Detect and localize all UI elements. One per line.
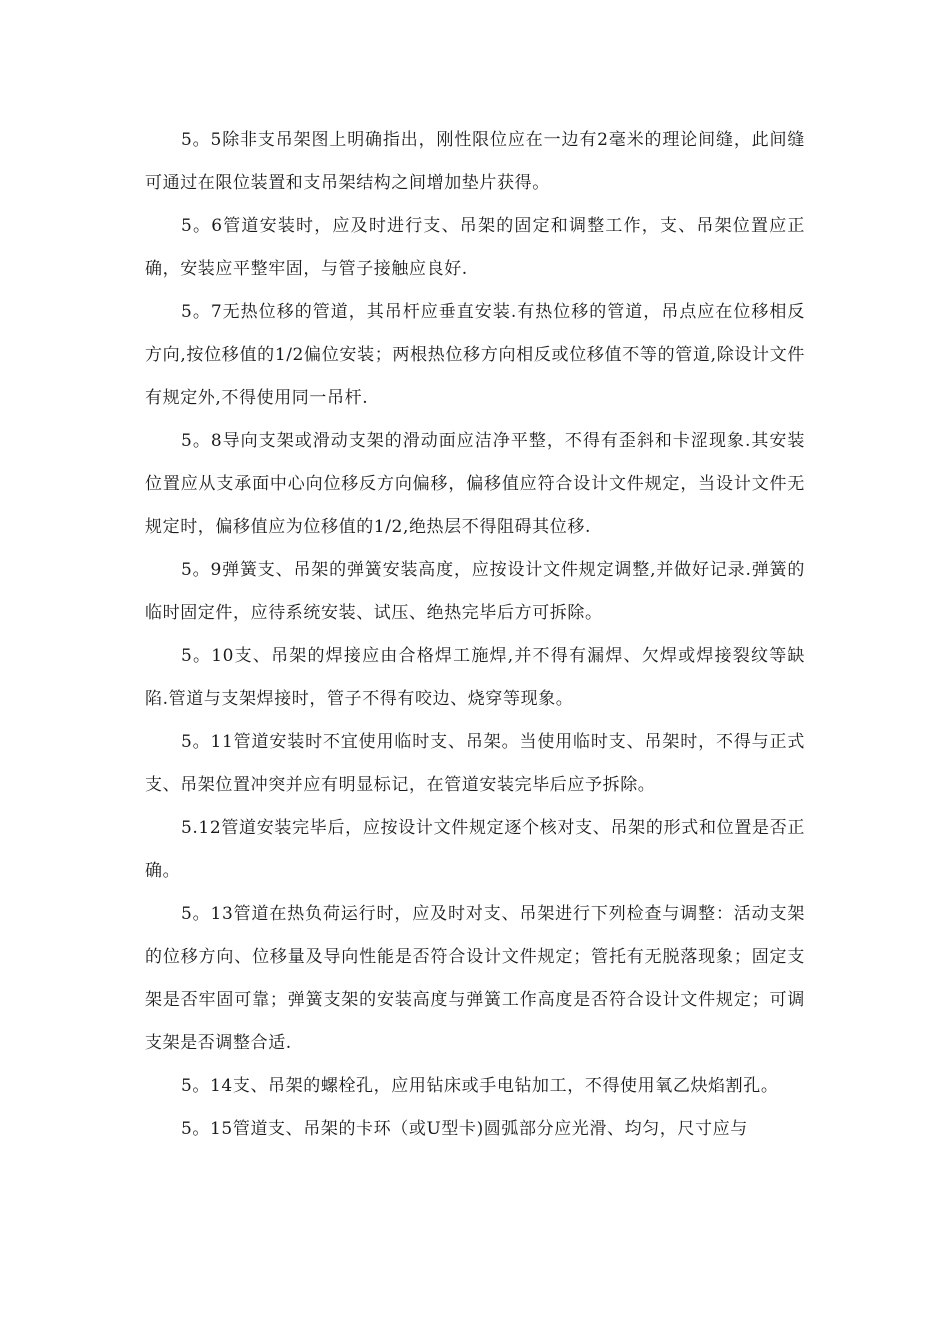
paragraph-5-15: 5。15管道支、吊架的卡环（或U型卡)圆弧部分应光滑、均匀，尺寸应与 [181,1119,748,1139]
paragraph-5-8: 5。8导向支架或滑动支架的滑动面应洁净平整，不得有歪斜和卡涩现象.其安装位置应从支承面中心向位移反方向偏移，偏移值应符合设计文件规定，当设计文件无规定时，偏移值应为位移值的1/2,绝热层不得阻碍其位移. [145,431,805,537]
paragraph-5-13: 5。13管道在热负荷运行时，应及时对支、吊架进行下列检查与调整：活动支架的位移方向、位移量及导向性能是否符合设计文件规定；管托有无脱落现象；固定支架是否牢固可靠；弹簧支架的安装高度与弹簧工作高度是否符合设计文件规定；可调支架是否调整合适. [145,904,805,1053]
paragraph-5-12: 5.12管道安装完毕后，应按设计文件规定逐个核对支、吊架的形式和位置是否正确。 [145,818,805,881]
paragraph-5-5: 5。5除非支吊架图上明确指出，刚性限位应在一边有2毫米的理论间缝，此间缝可通过在限位装置和支吊架结构之间增加垫片获得。 [145,130,805,193]
paragraph-5-11: 5。11管道安装时不宜使用临时支、吊架。当使用临时支、吊架时，不得与正式支、吊架位置冲突并应有明显标记，在管道安装完毕后应予拆除。 [145,732,805,795]
paragraph-5-6: 5。6管道安装时，应及时进行支、吊架的固定和调整工作，支、吊架位置应正确，安装应平整牢固，与管子接触应良好. [145,216,805,279]
paragraph-5-9: 5。9弹簧支、吊架的弹簧安装高度，应按设计文件规定调整,并做好记录.弹簧的临时固定件，应待系统安装、试压、绝热完毕后方可拆除。 [145,560,805,623]
document-body [145,119,805,1151]
paragraph-5-7: 5。7无热位移的管道，其吊杆应垂直安装.有热位移的管道，吊点应在位移相反方向,按位移值的1/2偏位安装；两根热位移方向相反或位移值不等的管道,除设计文件有规定外,不得使用同一吊杆. [145,302,805,408]
paragraph-5-14: 5。14支、吊架的螺栓孔，应用钻床或手电钻加工，不得使用氧乙炔焰割孔。 [181,1076,779,1096]
paragraph-5-10: 5。10支、吊架的焊接应由合格焊工施焊,并不得有漏焊、欠焊或焊接裂纹等缺陷.管道与支架焊接时，管子不得有咬边、烧穿等现象。 [145,646,805,709]
